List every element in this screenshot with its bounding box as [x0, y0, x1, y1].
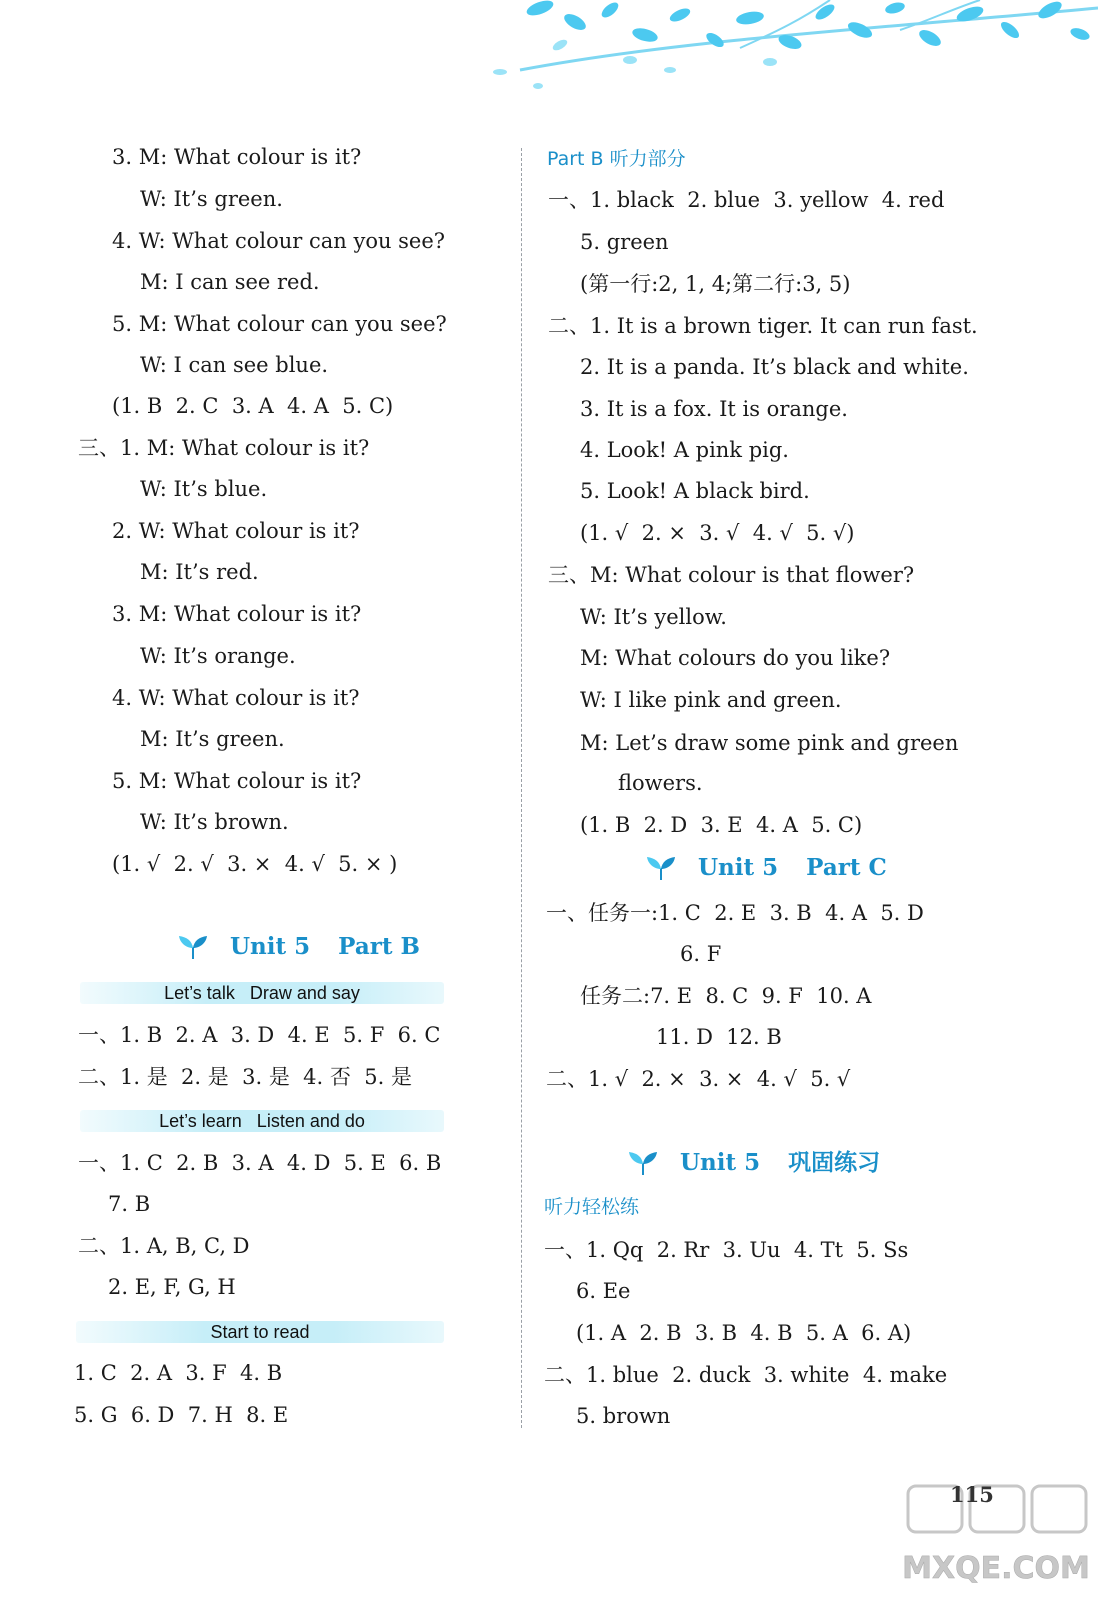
unit5-review-heading [628, 1148, 880, 1178]
right-line-9: (1. √ 2. × 3. √ 4. √ 5. √) [580, 521, 855, 545]
left-line-18: (1. √ 2. √ 3. × 4. √ 5. × ) [112, 852, 398, 876]
partb-learn-line-1: 一、1. C 2. B 3. A 4. D 5. E 6. B [78, 1151, 442, 1175]
left-line-13: W: It’s orange. [140, 644, 296, 668]
sprout-icon [628, 1151, 658, 1175]
review-line-2: 6. Ee [576, 1279, 631, 1303]
partc-line-2: 6. F [680, 942, 722, 966]
left-line-7: (1. B 2. C 3. A 4. A 5. C) [112, 394, 394, 418]
left-line-16: 5. M: What colour is it? [112, 769, 362, 793]
left-line-6: W: I can see blue. [140, 353, 329, 377]
right-line-6: 3. It is a fox. It is orange. [580, 397, 848, 421]
left-line-5: 5. M: What colour can you see? [112, 312, 447, 336]
left-line-12: 3. M: What colour is it? [112, 602, 362, 626]
left-line-14: 4. W: What colour is it? [112, 686, 360, 710]
partc-line-4: 11. D 12. B [656, 1025, 782, 1049]
right-line-7: 4. Look! A pink pig. [580, 438, 789, 462]
right-line-11: W: It’s yellow. [580, 605, 727, 629]
left-line-1: 3. M: What colour is it? [112, 145, 362, 169]
left-line-9: W: It’s blue. [140, 477, 268, 501]
left-line-15: M: It’s green. [140, 727, 285, 751]
column-divider [521, 148, 522, 1428]
right-line-12: M: What colours do you like? [580, 646, 891, 670]
unit-label: Unit 5 [698, 854, 779, 881]
partb-read-line-2: 5. G 6. D 7. H 8. E [74, 1403, 289, 1427]
partc-line-1: 一、任务一:1. C 2. E 3. B 4. A 5. D [546, 901, 924, 925]
sprout-icon [646, 856, 676, 880]
leaf-branch-decoration [480, 0, 1098, 100]
review-line-1: 一、1. Qq 2. Rr 3. Uu 4. Tt 5. Ss [544, 1238, 909, 1262]
left-line-3: 4. W: What colour can you see? [112, 229, 446, 253]
right-line-4: 二、1. It is a brown tiger. It can run fast. [548, 314, 978, 338]
left-line-11: M: It’s red. [140, 560, 259, 584]
right-line-2: 5. green [580, 230, 669, 254]
start-to-read-band: Start to read [76, 1321, 444, 1343]
partb-learn-line-2: 7. B [108, 1192, 151, 1216]
review-line-3: (1. A 2. B 3. B 4. B 5. A 6. A) [576, 1321, 912, 1345]
right-line-10: 三、M: What colour is that flower? [548, 563, 915, 587]
lets-learn-band: Let’s learn Listen and do [80, 1110, 444, 1132]
right-line-1: 一、1. black 2. blue 3. yellow 4. red [548, 188, 945, 212]
right-line-5: 2. It is a panda. It’s black and white. [580, 355, 969, 379]
right-line-13: W: I like pink and green. [580, 688, 842, 712]
right-line-16: (1. B 2. D 3. E 4. A 5. C) [580, 813, 863, 837]
left-line-8: 三、1. M: What colour is it? [78, 436, 370, 460]
left-line-17: W: It’s brown. [140, 810, 289, 834]
right-line-14: M: Let’s draw some pink and green [580, 731, 959, 755]
review-line-5: 5. brown [576, 1404, 671, 1428]
page-number: 115 [950, 1482, 994, 1507]
sprout-icon [178, 935, 208, 959]
partb-talk-line-2: 二、1. 是 2. 是 3. 是 4. 否 5. 是 [78, 1065, 412, 1089]
partb-talk-line-1: 一、1. B 2. A 3. D 4. E 5. F 6. C [78, 1023, 441, 1047]
partb-listening-title: Part B 听力部分 [547, 148, 686, 170]
unit-label: Unit 5 [230, 933, 311, 960]
unit5-partc-heading [646, 853, 887, 883]
left-line-2: W: It’s green. [140, 187, 283, 211]
review-line-4: 二、1. blue 2. duck 3. white 4. make [544, 1363, 948, 1387]
left-line-4: M: I can see red. [140, 270, 320, 294]
listening-practice-title: 听力轻松练 [544, 1196, 640, 1218]
right-line-15: flowers. [618, 771, 703, 795]
watermark-logo [900, 1478, 1090, 1590]
partb-learn-line-4: 2. E, F, G, H [108, 1275, 236, 1299]
partb-learn-line-3: 二、1. A, B, C, D [78, 1234, 250, 1258]
part-label: Part C [806, 854, 887, 881]
partc-line-5: 二、1. √ 2. × 3. × 4. √ 5. √ [546, 1067, 851, 1091]
left-line-10: 2. W: What colour is it? [112, 519, 360, 543]
right-line-8: 5. Look! A black bird. [580, 479, 810, 503]
right-line-3: (第一行:2, 1, 4;第二行:3, 5) [580, 272, 851, 296]
partc-line-3: 任务二:7. E 8. C 9. F 10. A [580, 984, 872, 1008]
part-label: Part B [338, 933, 420, 960]
unit-label: Unit 5 [680, 1149, 761, 1176]
svg-text:MXQE.COM: MXQE.COM [902, 1551, 1090, 1586]
partb-read-line-1: 1. C 2. A 3. F 4. B [74, 1361, 283, 1385]
unit5-partb-heading [178, 932, 420, 962]
review-label: 巩固练习 [788, 1149, 881, 1176]
lets-talk-band: Let’s talk Draw and say [80, 982, 444, 1004]
